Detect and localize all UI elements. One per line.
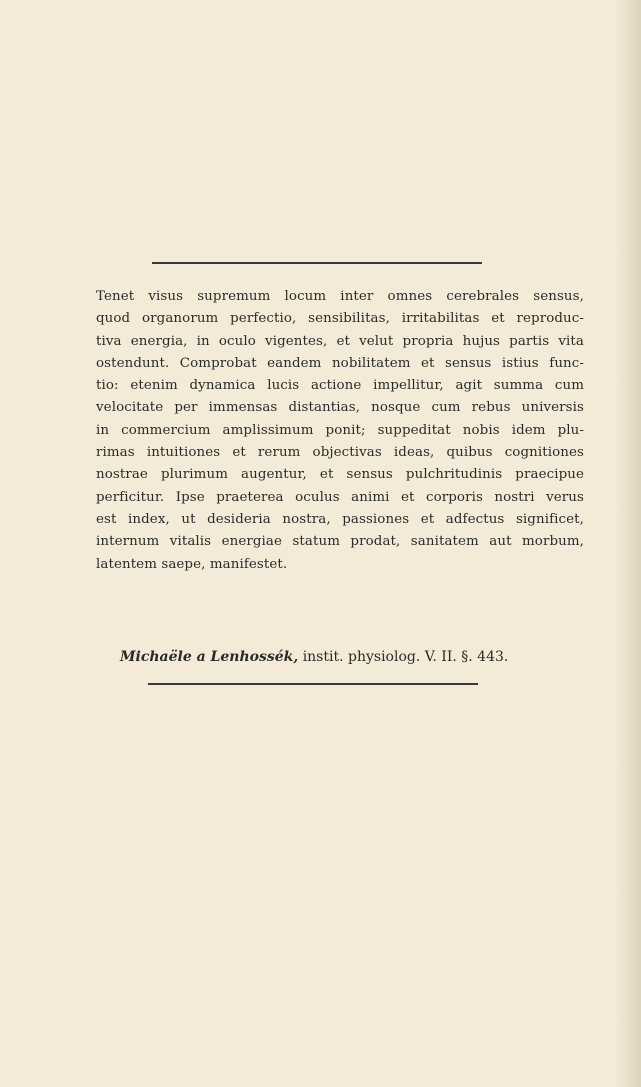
quote-line: Tenet visus supremum locum inter omnes cerebrales sensus, (96, 289, 584, 304)
quote-line: in commercium amplissimum ponit; suppeditat nobis idem plu- (96, 422, 584, 438)
attribution-author: Michaële a Lenhossék, (120, 649, 299, 665)
bottom-rule (148, 683, 478, 685)
quote-line: tiva energia, in oculo vigentes, et velut propria hujus partis vita (96, 333, 584, 349)
quote-line: velocitate per immensas distantias, nosque cum rebus universis (96, 400, 584, 416)
quote-line: internum vitalis energiae statum prodat, sanitatem aut morbum, (96, 534, 584, 550)
attribution (120, 646, 570, 668)
quote-paragraph (96, 286, 584, 576)
quote-line: rimas intuitiones et rerum objectivas ideas, quibus cognitiones (96, 445, 584, 461)
quote-line: tio: etenim dynamica lucis actione impellitur, agit summa cum (96, 378, 584, 394)
top-rule (152, 262, 482, 264)
quote-line: latentem saepe, manifestet. (96, 556, 288, 572)
quote-line: ostendunt. Comprobat eandem nobilitatem et sensus istius func- (96, 355, 584, 371)
quote-line: perficitur. Ipse praeterea oculus animi et corporis nostri verus (96, 489, 584, 505)
quote-line: est index, ut desideria nostra, passiones et adfectus significet, (96, 511, 584, 527)
quote-line: quod organorum perfectio, sensibilitas, irritabilitas et reproduc- (96, 311, 584, 327)
quote-line: nostrae plurimum augentur, et sensus pulchritudinis praecipue (96, 467, 584, 483)
attribution-source: instit. physiolog. V. II. §. 443. (302, 649, 509, 665)
